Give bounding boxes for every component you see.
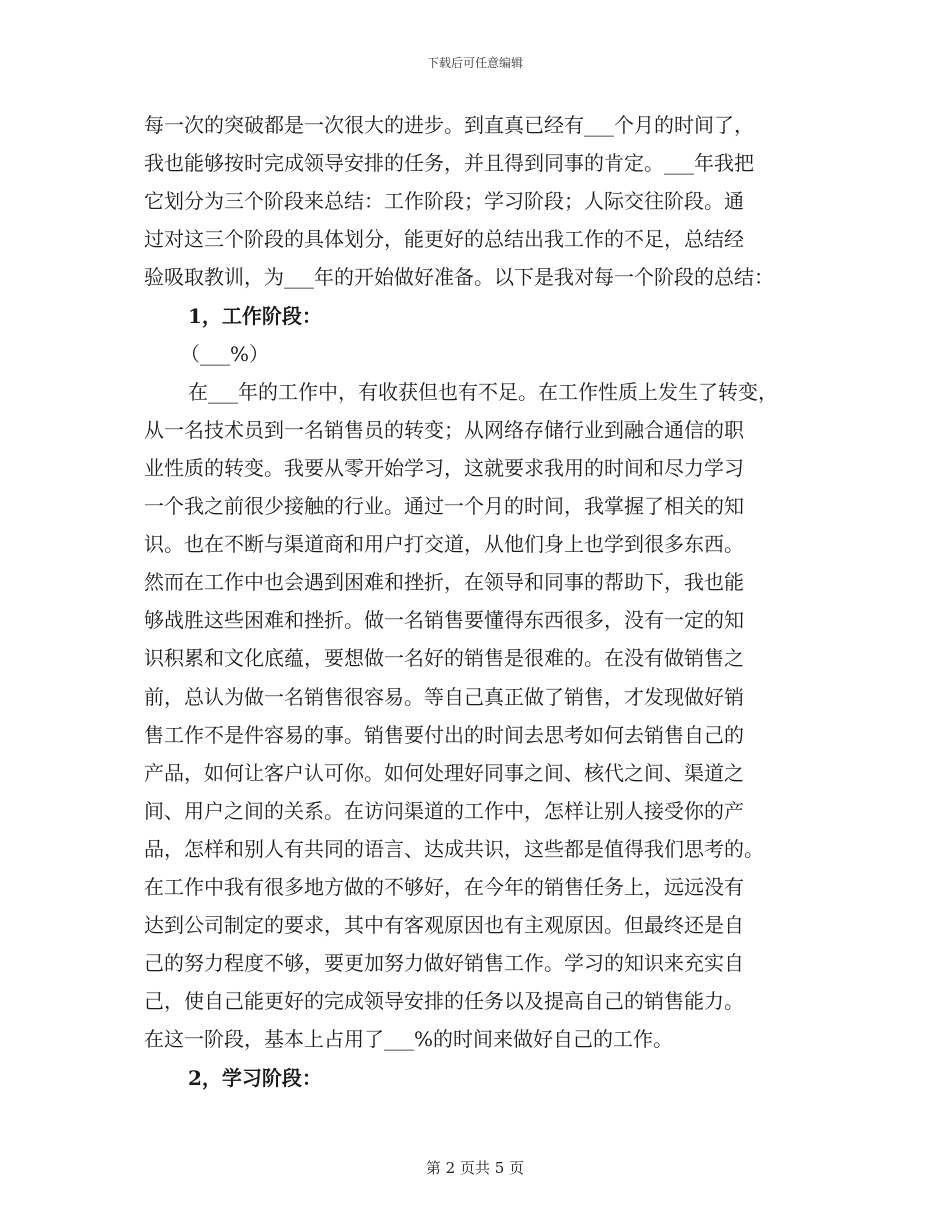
section-heading: 1，工作阶段： bbox=[188, 304, 322, 328]
text-line: 前，总认为做一名销售很容易。等自己真正做了销售，才发现做好销 bbox=[144, 685, 744, 709]
text-line: 售工作不是件容易的事。销售要付出的时间去思考如何去销售自己的 bbox=[144, 723, 744, 747]
text-line: 它划分为三个阶段来总结：工作阶段；学习阶段；人际交往阶段。通 bbox=[144, 189, 744, 213]
text-line: 我也能够按时完成领导安排的任务，并且得到同事的肯定。___年我把 bbox=[144, 151, 754, 175]
text-line: 过对这三个阶段的具体划分，能更好的总结出我工作的不足，总结经 bbox=[144, 227, 744, 251]
text-line: 每一次的突破都是一次很大的进步。到直真已经有___个月的时间了， bbox=[144, 113, 754, 137]
text-line: 品，怎样和别人有共同的语言、达成共识，这些都是值得我们思考的。 bbox=[144, 837, 764, 861]
section-heading: 2，学习阶段： bbox=[188, 1066, 322, 1090]
page-footer: 第 2 页共 5 页 bbox=[425, 1159, 525, 1177]
text-line: 验吸取教训，为___年的开始做好准备。以下是我对每一个阶段的总结： bbox=[144, 265, 774, 289]
text-line: 从一名技术员到一名销售员的转变；从网络存储行业到融合通信的职 bbox=[144, 418, 744, 442]
text-line: 够战胜这些困难和挫折。做一名销售要懂得东西很多，没有一定的知 bbox=[144, 608, 744, 632]
text-line: 产品，如何让客户认可你。如何处理好同事之间、核代之间、渠道之 bbox=[144, 761, 744, 785]
text-line: 在这一阶段，基本上占用了___%的时间来做好自己的工作。 bbox=[144, 1027, 674, 1051]
text-line: 业性质的转变。我要从零开始学习，这就要求我用的时间和尽力学习 bbox=[144, 456, 744, 480]
page-header: 下载后可任意编辑 bbox=[426, 56, 523, 70]
text-line: 一个我之前很少接触的行业。通过一个月的时间，我掌握了相关的知 bbox=[144, 494, 744, 518]
text-line: 己，使自己能更好的完成领导安排的任务以及提高自己的销售能力。 bbox=[144, 989, 744, 1013]
text-line: 识。也在不断与渠道商和用户打交道，从他们身上也学到很多东西。 bbox=[144, 532, 744, 556]
text-line: 在___年的工作中，有收获但也有不足。在工作性质上发生了转变， bbox=[188, 380, 778, 404]
text-line: 间、用户之间的关系。在访问渠道的工作中，怎样让别人接受你的产 bbox=[144, 799, 744, 823]
text-line: 然而在工作中也会遇到困难和挫折，在领导和同事的帮助下，我也能 bbox=[144, 570, 744, 594]
text-line: 己的努力程度不够，要更加努力做好销售工作。学习的知识来充实自 bbox=[144, 951, 744, 975]
text-line: 在工作中我有很多地方做的不够好，在今年的销售任务上，远远没有 bbox=[144, 875, 744, 899]
text-line: 识积累和文化底蕴，要想做一名好的销售是很难的。在没有做销售之 bbox=[144, 646, 744, 670]
text-line: 达到公司制定的要求，其中有客观原因也有主观原因。但最终还是自 bbox=[144, 913, 744, 937]
text-line: （___%） bbox=[180, 342, 270, 366]
